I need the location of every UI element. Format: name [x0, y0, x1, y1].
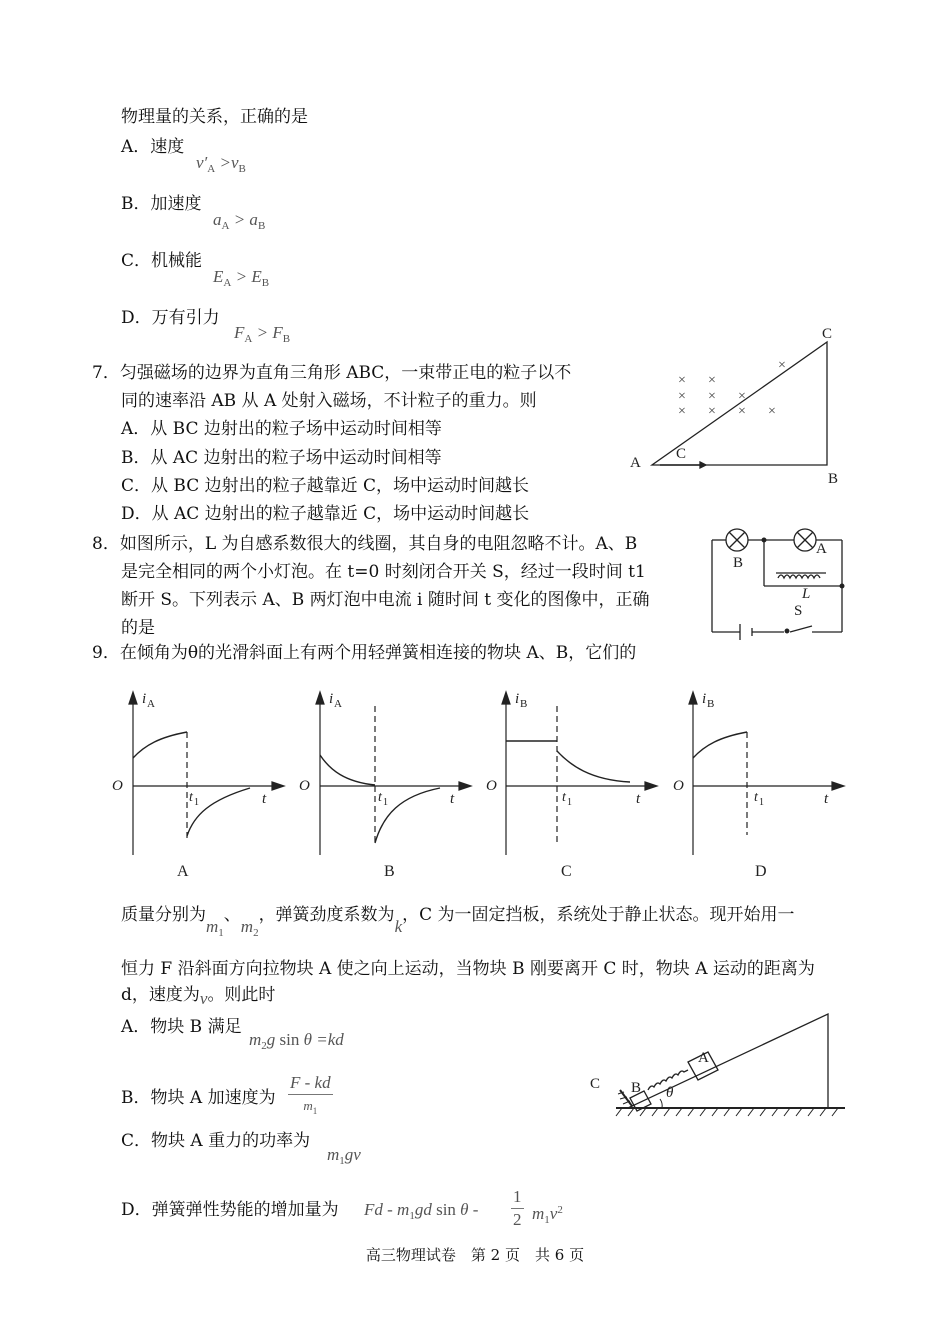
graph-c-ylabel: i: [515, 691, 520, 707]
field-cross: ×: [678, 404, 686, 419]
graph-c-t1sub: 1: [567, 797, 572, 808]
incline-b-label: B: [631, 1080, 642, 1096]
q9-option-b-label: B．物块 A 加速度为: [121, 1088, 276, 1108]
graph-b-origin: O: [299, 778, 310, 794]
graph-b-t1: t: [378, 790, 382, 805]
field-cross: ×: [708, 373, 716, 388]
q9-option-b-expr: [288, 1072, 333, 1122]
q7-option-a: A．从 BC 边射出的粒子场中运动时间相等: [121, 419, 442, 439]
q6-option-a-expr: $v'_A >v_B$: [196, 153, 246, 175]
q7-option-b: B．从 AC 边射出的粒子场中运动时间相等: [121, 448, 442, 468]
lamp-b-label: B: [733, 555, 744, 571]
near-a-label: C: [676, 446, 687, 462]
q6-option-c-label: C．机械能: [121, 251, 203, 271]
page-footer: 高三物理试卷 第 2 页 共 6 页: [365, 1246, 585, 1264]
q9-line4-b: 。则此时: [207, 985, 276, 1005]
q9-option-a-expr: $m_2g$ sin θ =kd: [249, 1030, 344, 1052]
q6-option-c-expr: $E_A > E_B$: [213, 267, 270, 289]
q6-option-b-expr: $a_A > a_B$: [213, 210, 266, 232]
q8-line4: 的是: [121, 618, 155, 638]
q9-line2-c: ，C 为一固定挡板，系统处于静止状态。现开始用一: [402, 905, 795, 925]
q8-line1: 8．如图所示，L 为自感系数很大的线圈，其自身的电阻忽略不计。A、B: [92, 534, 638, 554]
q7-line1: 7．匀强磁场的边界为直角三角形 ABC，一束带正电的粒子以不: [92, 363, 572, 383]
q9-m2: $m_2$: [240, 917, 259, 939]
graph-d-ylabel: i: [702, 691, 707, 707]
incline-theta-label: θ: [666, 1085, 674, 1101]
q7-option-c: C．从 BC 边射出的粒子越靠近 C，场中运动时间越长: [121, 476, 530, 496]
graph-c-t1: t: [562, 790, 566, 805]
q9-line2-b: ，弹簧劲度系数为: [258, 905, 395, 925]
graph-d: [689, 692, 844, 855]
q7-line2: 同的速率沿 AB 从 A 处射入磁场，不计粒子的重力。则: [121, 391, 537, 411]
graph-b: [316, 692, 471, 855]
vertex-b-label: B: [828, 471, 839, 487]
graph-b-t1sub: 1: [383, 797, 388, 808]
q6-option-b-label: B．加速度: [121, 194, 202, 214]
graph-c-xlabel: t: [636, 791, 641, 807]
q8-line2: 是完全相同的两个小灯泡。在 t=0 时刻闭合开关 S，经过一段时间 t1: [121, 562, 646, 582]
lamp-a-label: A: [816, 541, 827, 557]
graph-b-caption: B: [384, 863, 395, 880]
graph-b-ysub: A: [334, 698, 342, 710]
vertex-c-label: C: [822, 326, 833, 342]
q9-option-d-label: D．弹簧弹性势能的增加量为: [121, 1200, 339, 1220]
q9-d-half-den: 2: [513, 1210, 522, 1229]
graph-d-xlabel: t: [824, 791, 829, 807]
graph-a-ysub: A: [147, 698, 155, 710]
q9-line2: [121, 904, 795, 939]
graph-c-origin: O: [486, 778, 497, 794]
graph-a-origin: O: [112, 778, 123, 794]
q9-line3: 恒力 F 沿斜面方向拉物块 A 使之向上运动，当物块 B 刚要离开 C 时，物块 A 运动的距离为: [121, 959, 815, 979]
q9-line4: [121, 984, 275, 1006]
graph-d-t1: t: [754, 790, 758, 805]
switch-label: S: [794, 603, 803, 619]
graph-a-t1: t: [189, 790, 193, 805]
field-cross: ×: [768, 404, 776, 419]
q9-k: k: [394, 917, 403, 936]
q9-line2-a: 质量分别为: [121, 905, 206, 925]
inductor-label: L: [802, 586, 811, 602]
q8-line3: 断开 S。下列表示 A、B 两灯泡中电流 i 随时间 t 变化的图像中，正确: [121, 590, 650, 610]
q7-option-d: D．从 AC 边射出的粒子越靠近 C，场中运动时间越长: [121, 504, 530, 524]
q9-b-num: F - kd: [288, 1072, 333, 1095]
graph-a: [129, 692, 284, 855]
q9-option-c-expr: $m_1gv$: [327, 1145, 361, 1167]
graph-d-caption: D: [755, 863, 767, 880]
q9-option-d-half: [511, 1186, 524, 1231]
incline-c-label: C: [590, 1076, 601, 1092]
q9-m1: $m_1$: [206, 917, 224, 939]
field-cross: ×: [678, 373, 686, 388]
incline-a-label: A: [698, 1050, 709, 1066]
q6-option-d-label: D．万有引力: [121, 308, 220, 328]
q9-v: v: [199, 989, 208, 1008]
q6-option-a-label: A．速度: [121, 137, 185, 157]
graph-c-ysub: B: [520, 698, 528, 710]
graph-c-caption: C: [561, 863, 572, 880]
q6-option-d-expr: $F_A > F_B$: [234, 323, 291, 345]
field-cross: ×: [708, 404, 716, 419]
graph-d-ysub: B: [707, 698, 715, 710]
field-cross: ×: [738, 389, 746, 404]
q9-b-den: $m_1$: [303, 1098, 318, 1116]
q9-option-d-expr2: $m_1v^2$: [532, 1204, 563, 1226]
vertex-a-label: A: [630, 455, 641, 471]
graph-d-t1sub: 1: [759, 797, 764, 808]
field-cross: ×: [738, 404, 746, 419]
graph-d-origin: O: [673, 778, 684, 794]
q9-option-d-expr: Fd - $m_1gd$ sin θ -: [364, 1200, 479, 1222]
q9-d-half-num: 1: [511, 1186, 524, 1209]
graph-a-xlabel: t: [262, 791, 267, 807]
graph-a-caption: A: [177, 863, 189, 880]
q9-option-a-label: A．物块 B 满足: [121, 1017, 242, 1037]
field-cross: ×: [678, 389, 686, 404]
graph-c: [502, 692, 657, 855]
graph-b-xlabel: t: [450, 791, 455, 807]
field-cross: ×: [708, 389, 716, 404]
q9-option-c-label: C．物块 A 重力的功率为: [121, 1131, 311, 1151]
graph-a-t1sub: 1: [194, 797, 199, 808]
field-cross: ×: [778, 358, 786, 373]
q9-sep: 、: [223, 905, 241, 925]
q6-stem-end: 物理量的关系，正确的是: [121, 107, 308, 127]
graph-a-ylabel: i: [142, 691, 147, 707]
q9-line4-a: d，速度为: [121, 985, 200, 1005]
q9-line1: 9．在倾角为θ的光滑斜面上有两个用轻弹簧相连接的物块 A、B，它们的: [92, 643, 637, 663]
graph-b-ylabel: i: [329, 691, 334, 707]
